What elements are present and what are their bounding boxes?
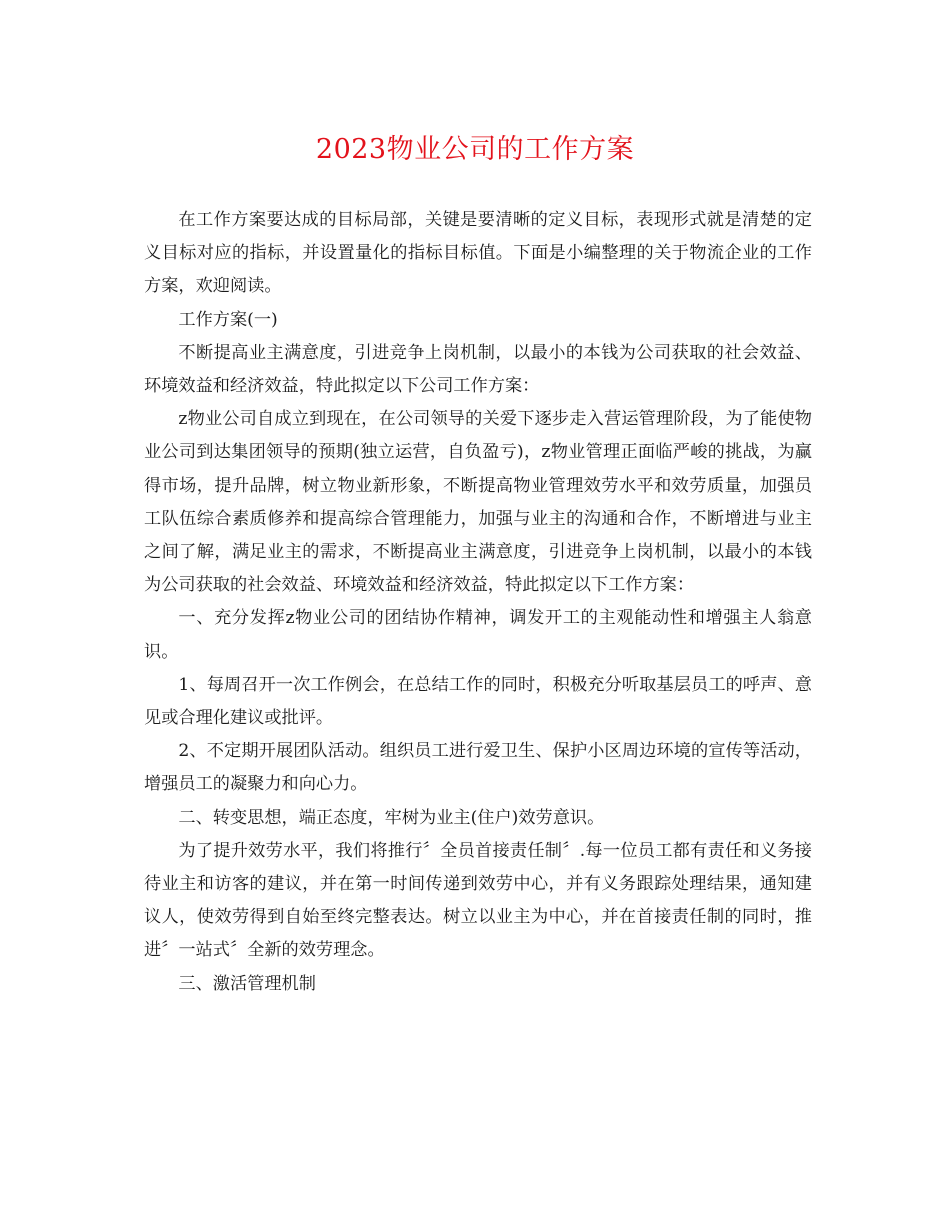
section-item-one: 一、充分发挥z物业公司的团结协作精神，调发开工的主观能动性和增强主人翁意识。 (144, 608, 812, 662)
list-item: 2、不定期开展团队活动。组织员工进行爱卫生、保护小区周边环境的宣传等活动，增强员工的凝聚力和向心力。 (144, 741, 812, 795)
paragraph: 为了提升效劳水平，我们将推行〞全员首接责任制〞.每一位员工都有责任和义务接待业主和访客的建议，并在第一时间传递到效劳中心，并有义务跟踪处理结果，通知建议人，使效劳得到自始至终完整表达。树立以业主为中心，并在首接责任制的同时，推进〞一站式〞全新的效劳理念。 (144, 840, 812, 961)
paragraph: z物业公司自成立到现在，在公司领导的关爱下逐步走入营运管理阶段，为了能使物业公司到达集团领导的预期(独立运营，自负盈亏)，z物业管理正面临严峻的挑战，为赢得市场，提升品牌，树立物业新形象，不断提高物业管理效劳水平和效劳质量，加强员工队伍综合素质修养和提高综合管理能力，加强与业主的沟通和合作，不断增进与业主之间了解，满足业主的需求，不断提高业主满意度，引进竞争上岗机制，以最小的本钱为公司获取的社会效益、环境效益和经济效益，特此拟定以下工作方案： (144, 409, 812, 596)
list-item: 1、每周召开一次工作例会，在总结工作的同时，积极充分听取基层员工的呼声、意见或合理化建议或批评。 (144, 674, 812, 729)
paragraph: 不断提高业主满意度，引进竞争上岗机制，以最小的本钱为公司获取的社会效益、环境效益和经济效益，特此拟定以下公司工作方案： (144, 342, 812, 397)
section-item-two: 二、转变思想，端正态度，牢树为业主(住户)效劳意识。 (178, 807, 605, 828)
section-heading-plan-one: 工作方案(一) (178, 309, 278, 330)
document-body (144, 204, 812, 1001)
intro-paragraph: 在工作方案要达成的目标局部，关键是要清晰的定义目标，表现形式就是清楚的定义目标对应的指标，并设置量化的指标目标值。下面是小编整理的关于物流企业的工作方案，欢迎阅读。 (144, 210, 812, 297)
section-item-three: 三、激活管理机制 (178, 973, 316, 994)
document-title: 2023物业公司的工作方案 (315, 134, 635, 165)
